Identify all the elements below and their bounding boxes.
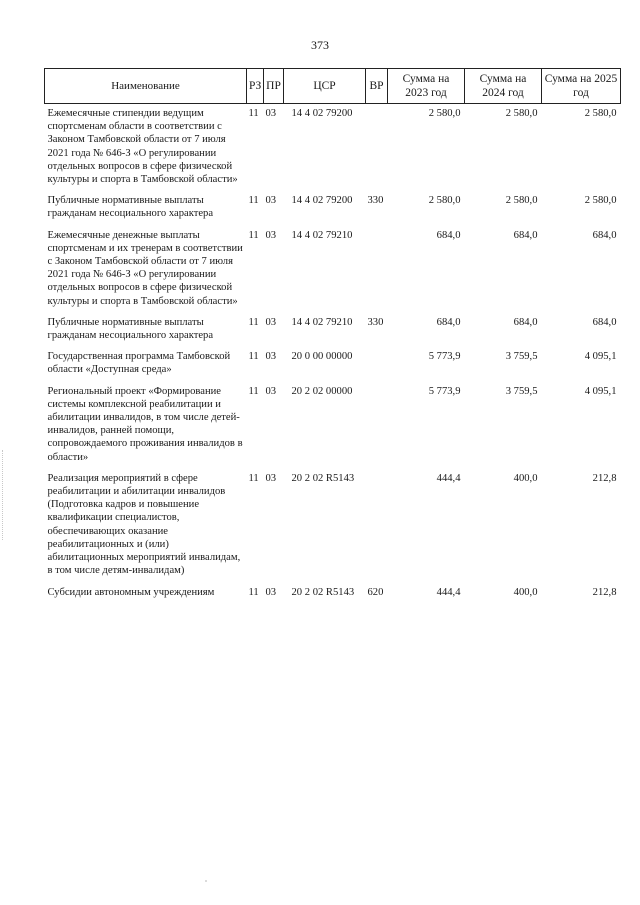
- row-name: Публичные нормативные выплаты гражданам несоциального характера: [47, 316, 214, 342]
- row-rz: 11: [248, 586, 259, 598]
- row-rz: 11: [248, 316, 259, 328]
- row-vr: [366, 226, 388, 313]
- row-sum-2025: 684,0: [592, 229, 617, 241]
- row-pr: 03: [265, 316, 277, 328]
- row-rz: 11: [248, 195, 259, 207]
- row-sum-2023: 5 773,9: [428, 351, 461, 363]
- table-row: [45, 191, 621, 225]
- row-sum-2023: 684,0: [436, 229, 461, 241]
- row-sum-2024: 3 759,5: [505, 351, 538, 363]
- row-sum-2023: 444,4: [436, 472, 461, 484]
- row-rz: 11: [248, 351, 259, 363]
- page-number: 373: [311, 38, 329, 52]
- row-name: Государственная программа Тамбовской области «Доступная среда»: [47, 351, 231, 376]
- row-sum-2024: 684,0: [513, 316, 538, 328]
- row-sum-2025: 4 095,1: [584, 351, 617, 363]
- table-row: [45, 226, 621, 313]
- scan-speck: [205, 880, 207, 882]
- row-sum-2025: 4 095,1: [584, 385, 617, 397]
- row-sum-2023: 2 580,0: [428, 195, 461, 207]
- header-sum-2025: Сумма на 2025 год: [542, 69, 621, 104]
- row-sum-2024: 3 759,5: [505, 385, 538, 397]
- row-sum-2023: 444,4: [436, 586, 461, 598]
- row-name: Реализация мероприятий в сфере реабилитации и абилитации инвалидов (Подготовка кадров и повышение квалификации специалистов, обеспечивающих оказание реабилитационных и (или) абилитационных мероприятий инвалидам, в том числе детям-инвалидам): [47, 472, 241, 577]
- header-rz: РЗ: [247, 69, 264, 104]
- row-name: Ежемесячные денежные выплаты спортсменам и их тренерам в соответствии с Законом Тамбовской области от 7 июля 2021 года № 646-З «О регулировании отдельных вопросов в сфере физической культуры и спорта в Тамбовской области»: [47, 229, 243, 307]
- table-row: [45, 469, 621, 583]
- header-pr: ПР: [264, 69, 284, 104]
- row-name: Региональный проект «Формирование системы комплексной реабилитации и абилитации инвалидов, в том числе детей-инвалидов, ранней помощи, сопровождаемого проживания инвалидов в области»: [47, 385, 243, 463]
- row-csr: 14 4 02 79200: [291, 108, 353, 119]
- row-rz: 11: [248, 472, 259, 484]
- row-rz: 11: [248, 385, 259, 397]
- table-header-row: [45, 69, 621, 104]
- header-vr: ВР: [366, 69, 388, 104]
- row-csr: 14 4 02 79210: [291, 316, 353, 328]
- row-sum-2024: 400,0: [513, 472, 538, 484]
- row-vr: [366, 382, 388, 469]
- row-vr: [366, 104, 388, 192]
- row-name: Субсидии автономным учреждениям: [47, 586, 215, 598]
- margin-mark: [2, 450, 7, 540]
- row-sum-2025: 684,0: [592, 316, 617, 328]
- row-name: Публичные нормативные выплаты гражданам несоциального характера: [47, 195, 214, 220]
- row-vr: 620: [367, 586, 384, 598]
- row-pr: 03: [265, 586, 277, 598]
- row-sum-2024: 400,0: [513, 586, 538, 598]
- row-rz: 11: [248, 108, 259, 119]
- row-pr: 03: [265, 229, 277, 241]
- row-sum-2025: 212,8: [592, 586, 617, 598]
- table-row: [45, 104, 621, 192]
- table-row: [45, 382, 621, 469]
- row-pr: 03: [265, 195, 277, 207]
- header-csr: ЦСР: [284, 69, 366, 104]
- header-sum-2023: Сумма на 2023 год: [388, 69, 465, 104]
- row-csr: 14 4 02 79200: [291, 195, 353, 207]
- row-sum-2025: 2 580,0: [584, 195, 617, 207]
- header-name: Наименование: [45, 69, 247, 104]
- row-csr: 20 0 00 00000: [291, 351, 353, 363]
- row-name: Ежемесячные стипендии ведущим спортсменам области в соответствии с Законом Тамбовской области от 7 июля 2021 года № 646-З «О регулировании отдельных вопросов в сфере физической культуры и спорта в Тамбовской области»: [47, 108, 238, 186]
- row-sum-2023: 5 773,9: [428, 385, 461, 397]
- row-csr: 14 4 02 79210: [291, 229, 353, 241]
- row-csr: 20 2 02 R5143: [291, 472, 355, 484]
- row-sum-2025: 2 580,0: [584, 108, 617, 119]
- row-vr: 330: [367, 195, 384, 207]
- row-pr: 03: [265, 472, 277, 484]
- row-sum-2023: 2 580,0: [428, 108, 461, 119]
- row-sum-2024: 2 580,0: [505, 108, 538, 119]
- row-vr: [366, 347, 388, 381]
- row-vr: [366, 469, 388, 583]
- row-vr: 330: [367, 316, 384, 328]
- row-sum-2024: 684,0: [513, 229, 538, 241]
- table-row: [45, 313, 621, 347]
- header-sum-2024: Сумма на 2024 год: [465, 69, 542, 104]
- row-rz: 11: [248, 229, 259, 241]
- row-csr: 20 2 02 00000: [291, 385, 353, 397]
- table-row: [45, 347, 621, 381]
- row-sum-2025: 212,8: [592, 472, 617, 484]
- row-sum-2023: 684,0: [436, 316, 461, 328]
- table-row: [45, 583, 621, 604]
- budget-table: [44, 68, 621, 604]
- row-sum-2024: 2 580,0: [505, 195, 538, 207]
- row-pr: 03: [265, 108, 277, 119]
- row-pr: 03: [265, 351, 277, 363]
- row-pr: 03: [265, 385, 277, 397]
- row-csr: 20 2 02 R5143: [291, 586, 355, 598]
